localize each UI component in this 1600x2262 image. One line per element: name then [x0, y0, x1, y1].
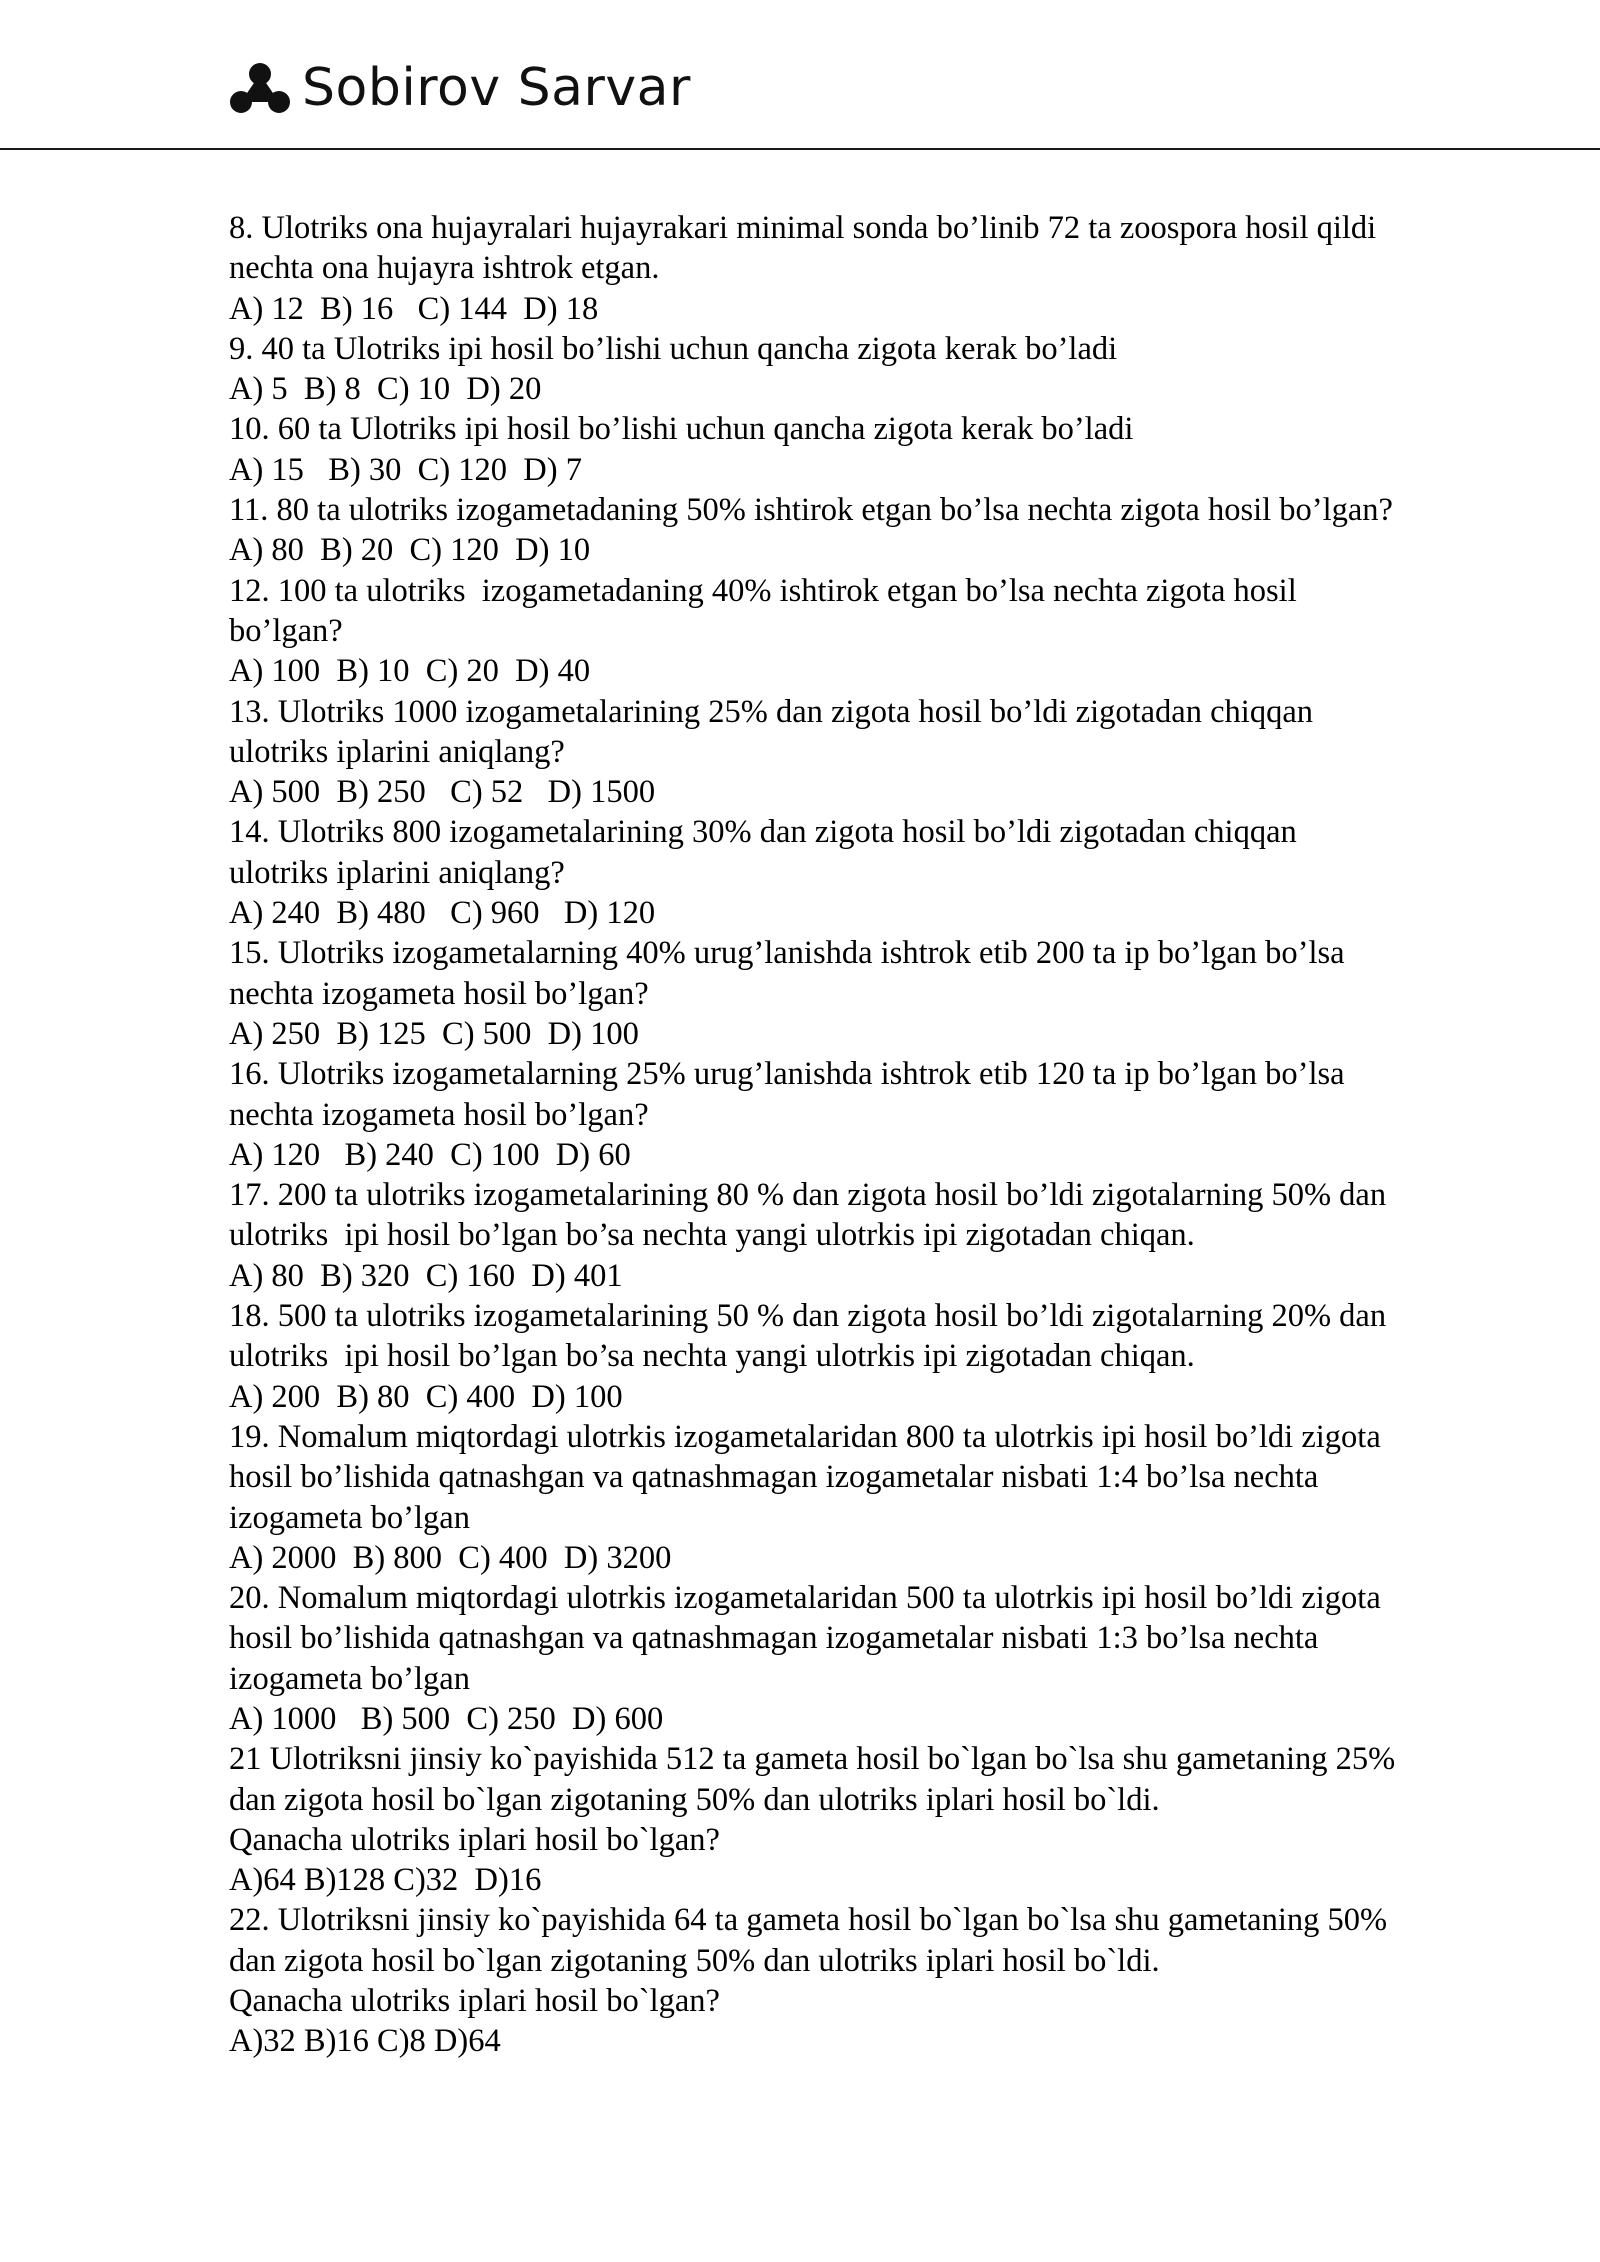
text-line: dan zigota hosil bo`lgan zigotaning 50% dan ulotriks iplari hosil bo`ldi.	[229, 1781, 1160, 1818]
text-line: A) 100 B) 10 C) 20 D) 40	[229, 653, 591, 690]
text-line: A) 1000 B) 500 C) 250 D) 600	[229, 1700, 664, 1737]
document-body	[229, 208, 1519, 2062]
text-line: 18. 500 ta ulotriks izogametalarining 50 % dan zigota hosil bo’ldi zigotalarning 20% dan	[229, 1298, 1387, 1335]
text-line: 8. Ulotriks ona hujayralari hujayrakari minimal sonda bo’linib 72 ta zoospora hosil qildi	[229, 210, 1377, 246]
text-line: A) 200 B) 80 C) 400 D) 100	[229, 1378, 623, 1415]
text-line: Qanacha ulotriks iplari hosil bo`lgan?	[229, 1983, 720, 2020]
text-line: A) 500 B) 250 C) 52 D) 1500	[229, 774, 656, 811]
text-line: A)64 B)128 C)32 D)16	[229, 1862, 542, 1899]
text-line: 10. 60 ta Ulotriks ipi hosil bo’lishi uchun qancha zigota kerak bo’ladi	[229, 411, 1134, 448]
text-line: izogameta bo’lgan	[229, 1660, 470, 1697]
text-line: A) 5 B) 8 C) 10 D) 20	[229, 371, 542, 408]
page-header	[0, 0, 1600, 150]
text-line: bo’lgan?	[229, 612, 343, 649]
text-line: A) 2000 B) 800 C) 400 D) 3200	[229, 1539, 672, 1576]
text-line: 11. 80 ta ulotriks izogametadaning 50% ishtirok etgan bo’lsa nechta zigota hosil bo’lgan?	[229, 492, 1393, 529]
text-line: 13. Ulotriks 1000 izogametalarining 25% dan zigota hosil bo’ldi zigotadan chiqqan	[229, 693, 1313, 730]
text-line: Qanacha ulotriks iplari hosil bo`lgan?	[229, 1821, 720, 1858]
text-line: nechta ona hujayra ishtrok etgan.	[229, 250, 660, 287]
text-line: 12. 100 ta ulotriks izogametadaning 40% ishtirok etgan bo’lsa nechta zigota hosil	[229, 572, 1297, 609]
text-line: nechta izogameta hosil bo’lgan?	[229, 975, 649, 1012]
text-line: 21 Ulotriksni jinsiy ko`payishida 512 ta gameta hosil bo`lgan bo`lsa shu gametaning 25%	[229, 1741, 1396, 1778]
text-line: 15. Ulotriks izogametalarning 40% urug’lanishda ishtrok etib 200 ta ip bo’lgan bo’lsa	[229, 935, 1345, 972]
text-line: A) 15 B) 30 C) 120 D) 7	[229, 451, 582, 488]
text-line: A) 80 B) 20 C) 120 D) 10	[229, 532, 591, 569]
text-line: A) 80 B) 320 C) 160 D) 401	[229, 1257, 623, 1294]
text-line: izogameta bo’lgan	[229, 1499, 470, 1536]
text-line: 14. Ulotriks 800 izogametalarining 30% dan zigota hosil bo’ldi zigotadan chiqqan	[229, 814, 1297, 851]
text-line: ulotriks ipi hosil bo’lgan bo’sa nechta yangi ulotrkis ipi zigotadan chiqan.	[229, 1217, 1195, 1254]
text-line: nechta izogameta hosil bo’lgan?	[229, 1096, 649, 1133]
text-line: A) 12 B) 16 C) 144 D) 18	[229, 290, 599, 327]
text-line: ulotriks ipi hosil bo’lgan bo’sa nechta yangi ulotrkis ipi zigotadan chiqan.	[229, 1338, 1195, 1375]
text-line: A) 120 B) 240 C) 100 D) 60	[229, 1136, 631, 1173]
text-line: A) 240 B) 480 C) 960 D) 120	[229, 895, 656, 932]
text-line: A) 250 B) 125 C) 500 D) 100	[229, 1015, 639, 1052]
text-line: 22. Ulotriksni jinsiy ko`payishida 64 ta gameta hosil bo`lgan bo`lsa shu gametaning 50%	[229, 1902, 1388, 1939]
text-line: 9. 40 ta Ulotriks ipi hosil bo’lishi uchun qancha zigota kerak bo’ladi	[229, 330, 1118, 367]
text-line: hosil bo’lishida qatnashgan va qatnashmagan izogametalar nisbati 1:3 bo’lsa nechta	[229, 1620, 1319, 1657]
text-line: 17. 200 ta ulotriks izogametalarining 80 % dan zigota hosil bo’ldi zigotalarning 50% dan	[229, 1177, 1387, 1214]
text-line: 16. Ulotriks izogametalarning 25% urug’lanishda ishtrok etib 120 ta ip bo’lgan bo’lsa	[229, 1056, 1345, 1093]
text-line: dan zigota hosil bo`lgan zigotaning 50% dan ulotriks iplari hosil bo`ldi.	[229, 1942, 1160, 1979]
brand-name: Sobirov Sarvar	[302, 58, 691, 118]
text-line: ulotriks iplarini aniqlang?	[229, 733, 565, 770]
text-line: 20. Nomalum miqtordagi ulotrkis izogametalaridan 500 ta ulotrkis ipi hosil bo’ldi zigota	[229, 1580, 1381, 1617]
text-line: A)32 B)16 C)8 D)64	[229, 2023, 501, 2060]
three-circles-logo-icon	[228, 58, 292, 122]
text-line: ulotriks iplarini aniqlang?	[229, 854, 565, 891]
text-line: hosil bo’lishida qatnashgan va qatnashmagan izogametalar nisbati 1:4 bo’lsa nechta	[229, 1459, 1319, 1496]
text-line: 19. Nomalum miqtordagi ulotrkis izogametalaridan 800 ta ulotrkis ipi hosil bo’ldi zigota	[229, 1418, 1381, 1455]
